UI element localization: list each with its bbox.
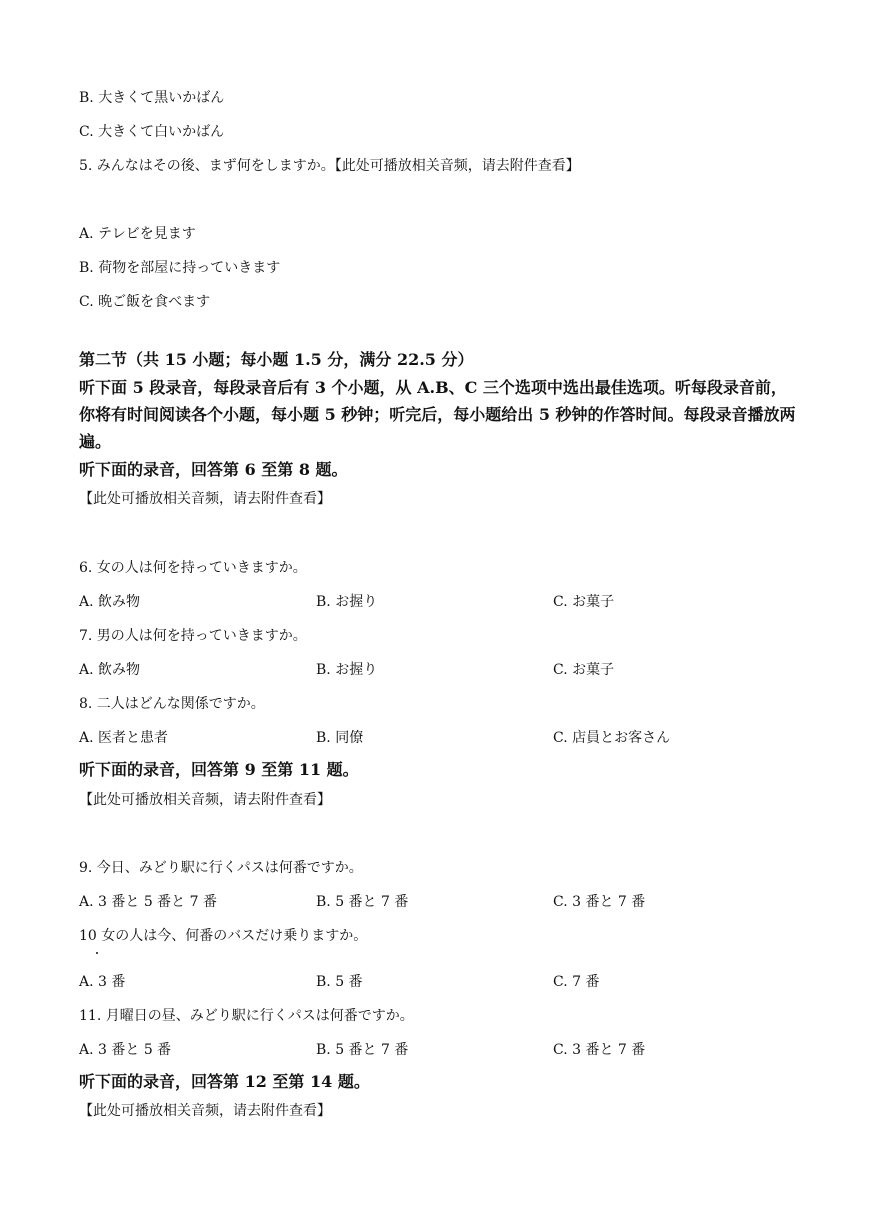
q8-option-c: C. 店員とお客さん	[553, 730, 671, 746]
q11-option-c: C. 3 番と 7 番	[553, 1042, 646, 1058]
q9-question: 9. 今日、みどり駅に行くパスは何番ですか。	[79, 860, 363, 876]
q7-option-a: A. 飲み物	[79, 662, 141, 678]
q6-option-b: B. お握り	[316, 594, 378, 610]
q9-option-c: C. 3 番と 7 番	[553, 894, 646, 910]
q5-option-a: A. テレビを見ます	[79, 226, 196, 242]
q5-option-c: C. 晩ご飯を食べます	[79, 294, 211, 310]
q7-option-b: B. お握り	[316, 662, 378, 678]
q9-option-a: A. 3 番と 5 番と 7 番	[79, 894, 217, 910]
q11-option-b: B. 5 番と 7 番	[316, 1042, 409, 1058]
q10-option-b: B. 5 番	[316, 974, 363, 990]
q10-question: 10 女の人は今、何番のバスだけ乗りますか。	[79, 928, 368, 944]
group3-heading: 听下面的录音，回答第 12 至第 14 题。	[79, 1072, 370, 1091]
q6-option-c: C. お菓子	[553, 594, 615, 610]
q8-option-a: A. 医者と患者	[79, 730, 169, 746]
q10-option-a: A. 3 番	[79, 974, 126, 990]
q11-question: 11. 月曜日の昼、みどり駅に行くパスは何番ですか。	[79, 1008, 414, 1024]
group1-audio-note: 【此处可播放相关音频，请去附件查看】	[79, 491, 331, 507]
group2-heading: 听下面的录音，回答第 9 至第 11 题。	[79, 760, 359, 779]
group3-audio-note: 【此处可播放相关音频，请去附件查看】	[79, 1103, 331, 1119]
q11-option-a: A. 3 番と 5 番	[79, 1042, 172, 1058]
group2-audio-note: 【此处可播放相关音频，请去附件查看】	[79, 792, 331, 808]
q7-option-c: C. お菓子	[553, 662, 615, 678]
q8-option-b: B. 同僚	[316, 730, 364, 746]
group1-heading: 听下面的录音，回答第 6 至第 8 题。	[79, 460, 348, 479]
section2-instructions: 听下面 5 段录音，每段录音后有 3 个小题，从 A.B、C 三个选项中选出最佳选项。听每段录音前，你将有时间阅读各个小题，每小题 5 秒钟；听完后，每小题给出 5 秒钟的作答时间。每段录音播放两遍。	[79, 378, 796, 451]
q4-option-b: B. 大きくて黒いかばん	[79, 90, 225, 106]
q6-question: 6. 女の人は何を持っていきますか。	[79, 560, 307, 576]
q9-option-b: B. 5 番と 7 番	[316, 894, 409, 910]
q5-option-b: B. 荷物を部屋に持っていきます	[79, 260, 281, 276]
q5-question: 5. みんなはその後、まず何をしますか。【此处可播放相关音频，请去附件查看】	[79, 158, 580, 174]
q7-question: 7. 男の人は何を持っていきますか。	[79, 628, 307, 644]
stray-dot	[96, 952, 98, 954]
q10-option-c: C. 7 番	[553, 974, 600, 990]
section2-heading: 第二节（共 15 小题；每小题 1.5 分，满分 22.5 分）	[79, 350, 474, 369]
q6-option-a: A. 飲み物	[79, 594, 141, 610]
q4-option-c: C. 大きくて白いかばん	[79, 124, 225, 140]
q8-question: 8. 二人はどんな関係ですか。	[79, 696, 265, 712]
